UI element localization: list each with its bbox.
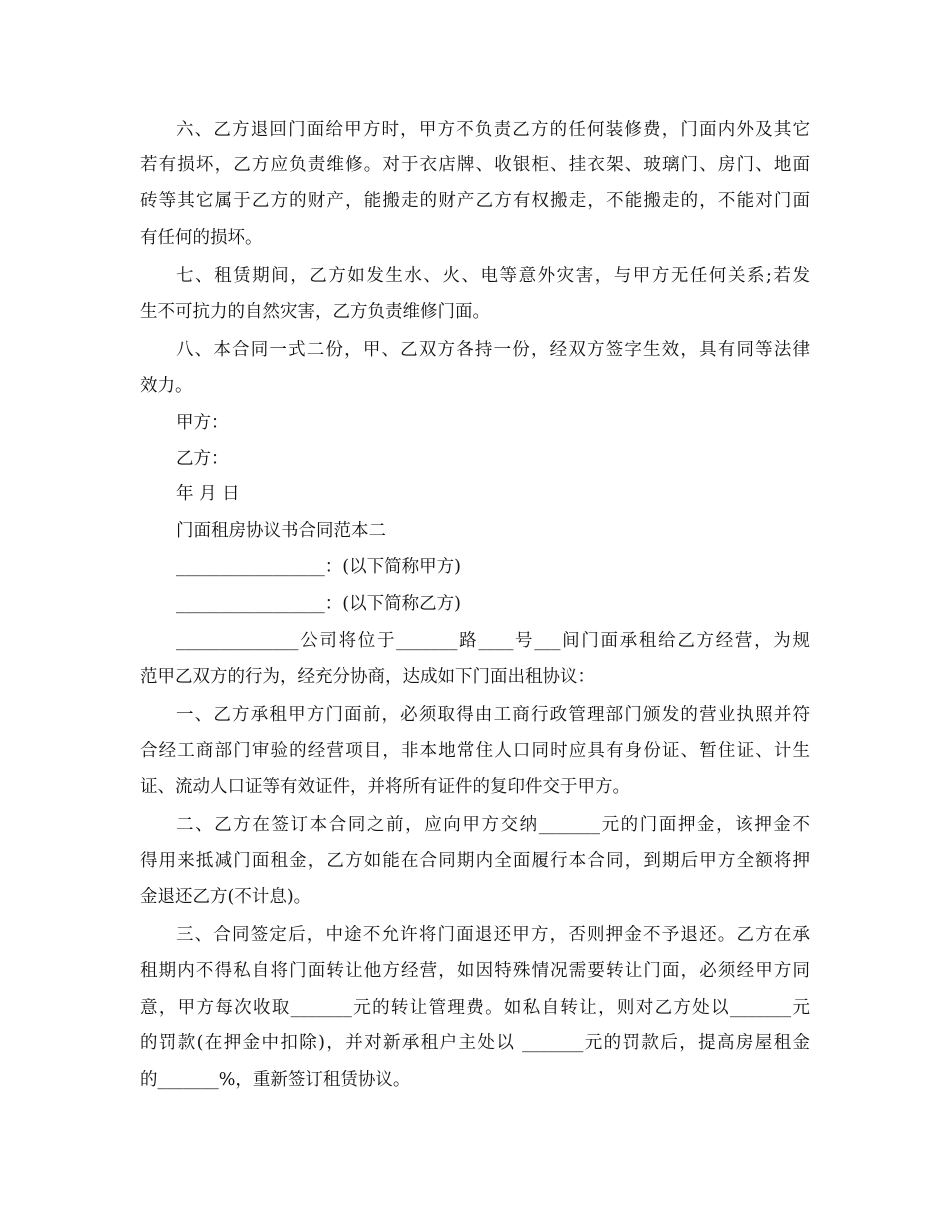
clause-2-line-1: 二、乙方在签订本合同之前，应向甲方交纳_______元的门面押金，该押金不 xyxy=(176,815,810,835)
party-a-blank-line: _________________：(以下简称甲方) xyxy=(176,557,461,577)
clause-6-line-3: 砖等其它属于乙方的财产，能搬走的财产乙方有权搬走，不能搬走的，不能对门面 xyxy=(140,191,810,211)
clause-8-line-2: 效力。 xyxy=(140,376,193,396)
clause-6-line-1: 六、乙方退回门面给甲方时，甲方不负责乙方的任何装修费，门面内外及其它 xyxy=(176,120,810,140)
clause-8-line-1: 八、本合同一式二份，甲、乙双方各持一份，经双方签字生效，具有同等法律 xyxy=(176,340,810,360)
clause-7-line-1: 七、租赁期间，乙方如发生水、火、电等意外灾害，与甲方无任何关系;若发 xyxy=(176,266,810,286)
clause-6-line-4: 有任何的损坏。 xyxy=(140,228,263,248)
party-b-blank-line: _________________：(以下简称乙方) xyxy=(176,594,461,614)
clause-7-line-2: 生不可抗力的自然灾害，乙方负责维修门面。 xyxy=(140,302,490,322)
clause-3-line-3: 意，甲方每次收取_______元的转让管理费。如私自转让，则对乙方处以_______元 xyxy=(140,998,810,1018)
clause-3-line-1: 三、合同签定后，中途不允许将门面退还甲方，否则押金不予退还。乙方在承 xyxy=(176,925,810,945)
clause-6-line-2: 若有损坏，乙方应负责维修。对于衣店牌、收银柜、挂衣架、玻璃门、房门、地面 xyxy=(140,155,810,175)
intro-line-2: 范甲乙双方的行为，经充分协商，达成如下门面出租协议： xyxy=(140,667,595,687)
clause-2-line-3: 金退还乙方(不计息)。 xyxy=(140,887,312,907)
date-label: 年 月 日 xyxy=(176,484,240,504)
clause-2-line-2: 得用来抵减门面租金，乙方如能在合同期内全面履行本合同，到期后甲方全额将押 xyxy=(140,851,810,871)
intro-line-1: ______________公司将位于_______路____号___间门面承租给乙方经营，为规 xyxy=(176,631,810,651)
clause-1-line-2: 合经工商部门审验的经营项目，非本地常住人口同时应具有身份证、暂住证、计生 xyxy=(140,741,810,761)
section-title: 门面租房协议书合同范本二 xyxy=(176,521,386,541)
party-a-signature-label: 甲方： xyxy=(176,413,229,433)
clause-1-line-3: 证、流动人口证等有效证件，并将所有证件的复印件交于甲方。 xyxy=(140,777,630,797)
clause-3-line-5: 的_______%，重新签订租赁协议。 xyxy=(140,1070,411,1090)
clause-1-line-1: 一、乙方承租甲方门面前，必须取得由工商行政管理部门颁发的营业执照并符 xyxy=(176,705,810,725)
clause-3-line-2: 租期内不得私自将门面转让他方经营，如因特殊情况需要转让门面，必须经甲方同 xyxy=(140,961,810,981)
party-b-signature-label: 乙方： xyxy=(176,449,229,469)
clause-3-line-4: 的罚款(在押金中扣除)，并对新承租户主处以 _______元的罚款后，提高房屋租金 xyxy=(140,1033,810,1053)
